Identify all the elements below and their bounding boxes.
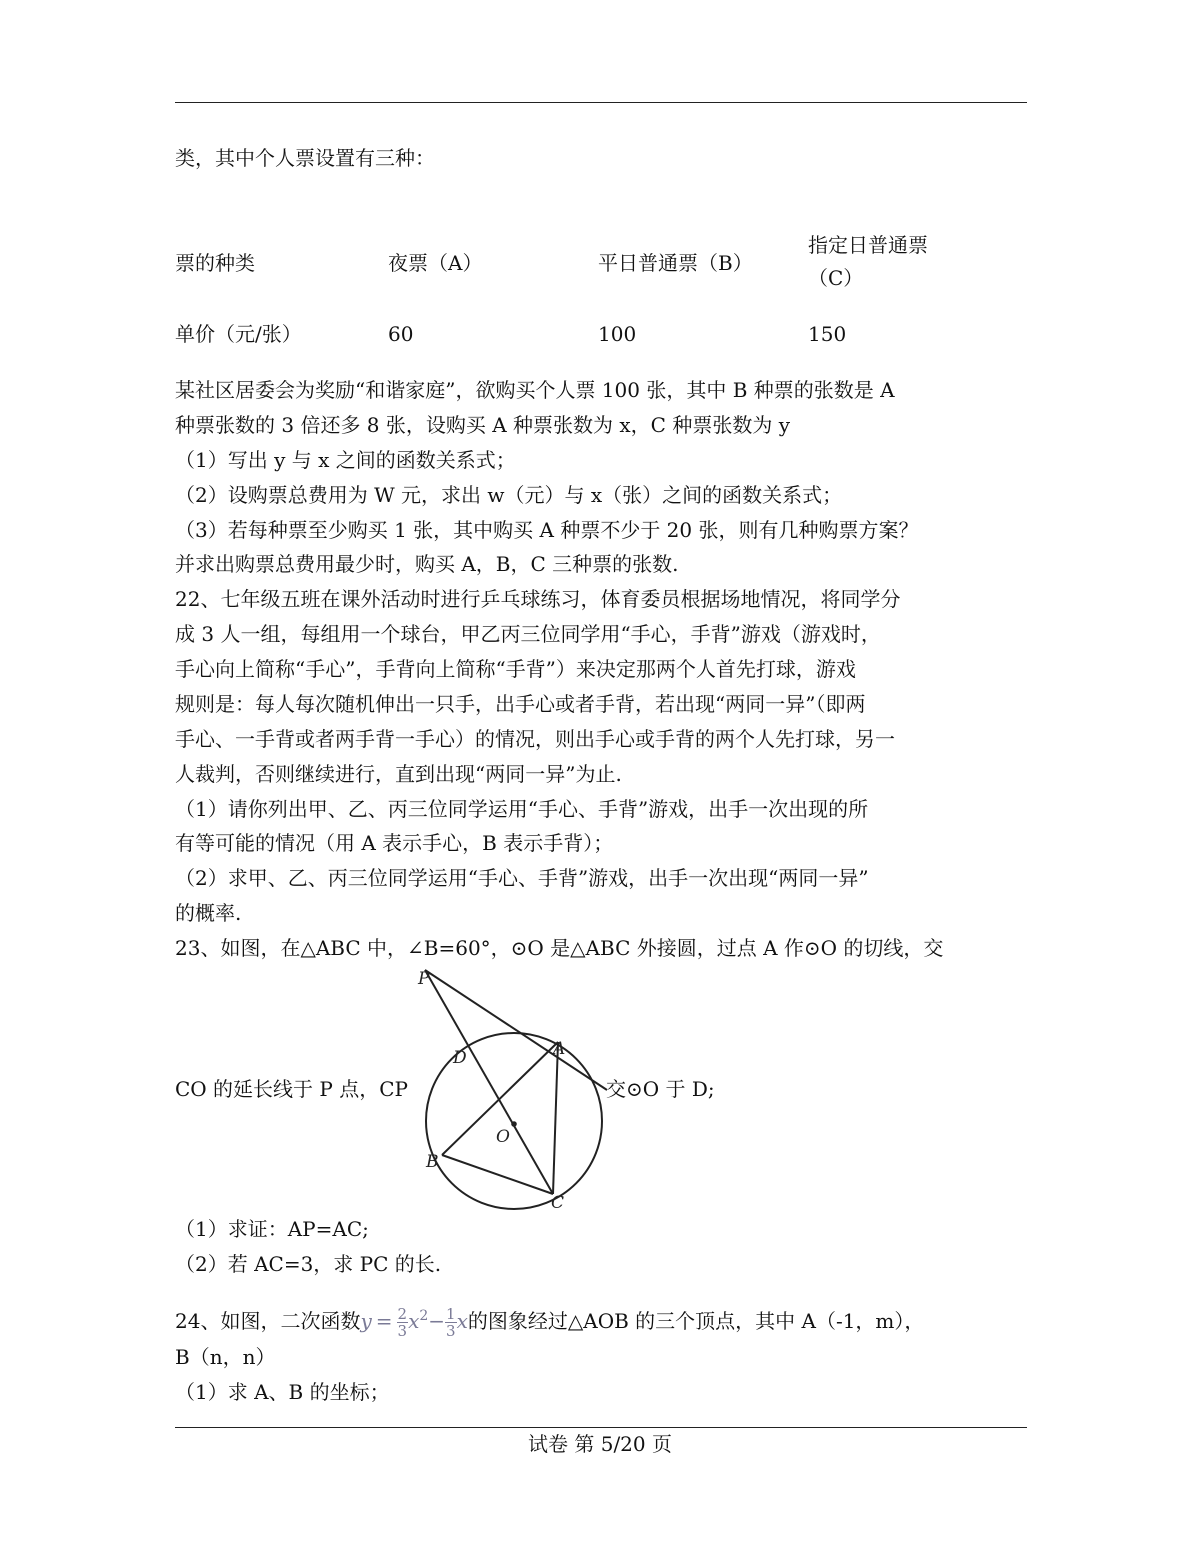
q24-prefix: 24、如图，二次函数 bbox=[175, 1309, 361, 1333]
q24-formula bbox=[360, 1305, 468, 1340]
q24-line-2: B（n，n） bbox=[175, 1345, 276, 1369]
q23-left-text: CO 的延长线于 P 点，CP bbox=[175, 1077, 408, 1101]
table-price-c: 150 bbox=[808, 322, 847, 346]
q22-sub-2b: 的概率. bbox=[175, 901, 242, 925]
formula-y: y bbox=[360, 1309, 372, 1333]
q22-sub-1b: 有等可能的情况（用 A 表示手心，B 表示手背）； bbox=[175, 831, 614, 855]
q23-geometry-figure bbox=[410, 960, 670, 1210]
q23-sub-2: （2）若 AC=3，求 PC 的长. bbox=[175, 1252, 442, 1276]
tangent-line-pa bbox=[425, 970, 607, 1090]
q22-line-4: 规则是：每人每次随机伸出一只手，出手心或者手背，若出现“两同一异”（即两 bbox=[175, 692, 866, 716]
q22-line-6: 人裁判，否则继续进行，直到出现“两同一异”为止. bbox=[175, 762, 622, 786]
q21-sub-3a: （3）若每种票至少购买 1 张，其中购买 A 种票不少于 20 张，则有几种购票方案？ bbox=[175, 518, 919, 542]
formula-fraction-2 bbox=[445, 1306, 457, 1339]
header-rule bbox=[175, 102, 1027, 103]
line-pc bbox=[425, 970, 553, 1194]
formula-exponent: 2 bbox=[419, 1308, 429, 1324]
fraction-2-denominator: 3 bbox=[446, 1322, 456, 1340]
q23-sub-1: （1）求证：AP=AC; bbox=[175, 1217, 369, 1241]
table-header-label: 票的种类 bbox=[175, 251, 255, 275]
q23-right-text: 交⊙O 于 D; bbox=[606, 1077, 715, 1101]
fraction-1-numerator: 2 bbox=[397, 1305, 408, 1323]
table-header-b: 平日普通票（B） bbox=[598, 251, 753, 275]
q21-paragraph-2: 种票张数的 3 倍还多 8 张，设购买 A 种票张数为 x，C 种票张数为 y bbox=[175, 413, 790, 437]
q22-line-1: 22、七年级五班在课外活动时进行乒乓球练习，体育委员根据场地情况，将同学分 bbox=[175, 587, 901, 611]
footer-rule bbox=[175, 1427, 1027, 1428]
label-c: C bbox=[551, 1193, 565, 1210]
label-d: D bbox=[453, 1048, 467, 1068]
table-price-b: 100 bbox=[598, 322, 637, 346]
q24-sub-1: （1）求 A、B 的坐标； bbox=[175, 1380, 390, 1404]
formula-fraction-1 bbox=[397, 1306, 409, 1339]
formula-x1: x bbox=[408, 1309, 420, 1333]
intro-text: 类，其中个人票设置有三种： bbox=[175, 146, 435, 170]
page-footer: 试卷 第 5/20 页 bbox=[528, 1432, 672, 1456]
table-price-label: 单价（元/张） bbox=[175, 322, 302, 346]
q22-line-3: 手心向上简称“手心”，手背向上简称“手背”）来决定那两个人首先打球，游戏 bbox=[175, 657, 856, 681]
q21-sub-1: （1）写出 y 与 x 之间的函数关系式； bbox=[175, 448, 516, 472]
side-ac bbox=[553, 1042, 558, 1194]
q24-line-1 bbox=[175, 1298, 924, 1339]
formula-x2: x bbox=[456, 1309, 468, 1333]
q21-sub-3b: 并求出购票总费用最少时，购买 A，B，C 三种票的张数. bbox=[175, 552, 679, 576]
table-header-c-line2: （C） bbox=[808, 266, 864, 290]
q22-sub-1a: （1）请你列出甲、乙、丙三位同学运用“手心、手背”游戏，出手一次出现的所 bbox=[175, 797, 869, 821]
fraction-2-numerator: 1 bbox=[446, 1305, 456, 1323]
formula-equals: = bbox=[375, 1309, 393, 1333]
q21-sub-2: （2）设购票总费用为 W 元，求出 w（元）与 x（张）之间的函数关系式； bbox=[175, 483, 843, 507]
q22-line-2: 成 3 人一组，每组用一个球台，甲乙丙三位同学用“手心，手背”游戏（游戏时， bbox=[175, 622, 881, 646]
label-a: A bbox=[553, 1039, 566, 1059]
table-header-a: 夜票（A） bbox=[388, 251, 483, 275]
fraction-1-denominator: 3 bbox=[397, 1322, 408, 1340]
table-header-c-line1: 指定日普通票 bbox=[808, 233, 928, 257]
center-point bbox=[511, 1121, 517, 1127]
label-b: B bbox=[426, 1152, 439, 1172]
label-o: O bbox=[496, 1127, 510, 1147]
q21-paragraph-1: 某社区居委会为奖励“和谐家庭”，欲购买个人票 100 张，其中 B 种票的张数是 A bbox=[175, 378, 895, 402]
q22-sub-2a: （2）求甲、乙、丙三位同学运用“手心、手背”游戏，出手一次出现“两同一异” bbox=[175, 866, 869, 890]
label-p: P bbox=[418, 969, 430, 989]
table-price-a: 60 bbox=[388, 322, 414, 346]
q23-line-1: 23、如图，在△ABC 中，∠B=60°，⊙O 是△ABC 外接圆，过点 A 作⊙O 的切线，交 bbox=[175, 936, 944, 960]
q24-suffix: 的图象经过△AOB 的三个顶点，其中 A（-1，m）， bbox=[467, 1309, 925, 1333]
formula-minus: − bbox=[428, 1309, 446, 1333]
q22-line-5: 手心、一手背或者两手背一手心）的情况，则出手心或手背的两个人先打球，另一 bbox=[175, 727, 895, 751]
